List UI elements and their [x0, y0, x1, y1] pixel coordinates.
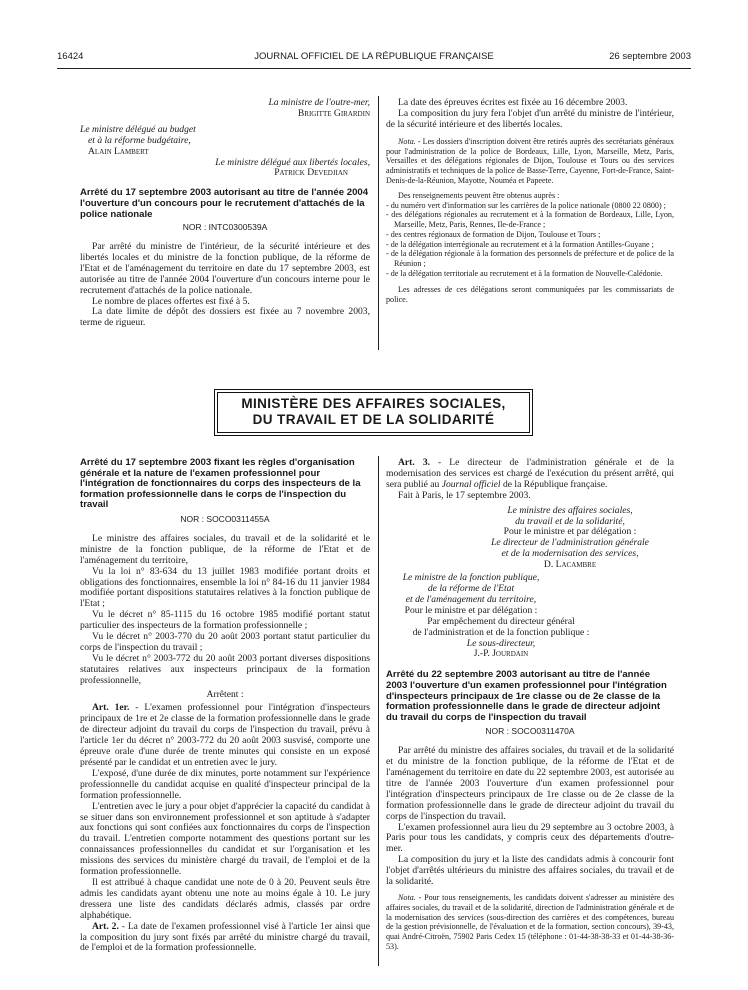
nota-paragraph — [386, 893, 674, 952]
paragraph: Par arrêté du ministre des affaires sociales, du travail et de la solidarité et du ministre de la fonction publique, de la réforme de l'Etat et de l'aménagement du territoire en date du 22 septembre 2003, est autorisée au titre de l'année 2003 l'ouverture d'un examen professionnel pour l'intégration d'inspecteurs principaux de 1re classe ou de 2e classe de la formation professionnelle dans le grade de directeur adjoint du travail du corps de l'inspection du travail. — [386, 745, 674, 822]
signature-budget-title-2: et à la réforme budgétaire, — [88, 134, 191, 146]
signature-line: Par empêchement du directeur général — [427, 615, 575, 627]
list-item: - des centres régionaux de formation de Dijon, Toulouse et Tours ; — [386, 229, 601, 239]
top-right-column — [386, 98, 674, 304]
addresses-paragraph: Les adresses de ces délégations seront communiquées par les commissariats de police. — [386, 284, 674, 304]
bottom-right-column — [386, 458, 674, 952]
signature-line: Le ministre des affaires sociales, — [507, 504, 633, 516]
article-2 — [80, 922, 370, 955]
renseignements-intro: Des renseignements peuvent être obtenus auprès : — [398, 190, 560, 200]
signature-block-1 — [386, 506, 674, 571]
renseignements-list — [386, 201, 674, 279]
arrete-title-inspection: Arrêté du 17 septembre 2003 fixant les règles d'organisation générale et la nature de l'examen professionnel pour l'intégration de fonctionnaires du corps des inspecteurs de la formation professionnelle dans le corps de l'inspection du travail — [80, 457, 361, 511]
paragraph: Vu le décret n° 2003-772 du 20 août 2003 portant diverses dispositions statutaires relatives aux inspecteurs principaux de la formation professionnelle, — [80, 652, 370, 686]
journal-title: JOURNAL OFFICIEL DE LA RÉPUBLIQUE FRANÇAISE — [254, 51, 494, 62]
paragraph: La composition du jury fera l'objet d'un arrêté du ministre de l'intérieur, de la sécurité intérieure et des libertés locales. — [386, 107, 674, 130]
paragraph: Vu le décret n° 2003-770 du 20 août 2003 portant statut particulier du corps de l'inspection du travail ; — [80, 631, 370, 653]
issue-date: 26 septembre 2003 — [609, 51, 691, 62]
list-item: - de la délégation régionale à la formation des personnels de préfecture et de police de la Réunion ; — [386, 249, 674, 269]
column-divider — [378, 456, 379, 966]
ministry-heading — [217, 392, 530, 433]
signature-line: et de l'aménagement du territoire, — [405, 593, 537, 605]
signature-budget-title-1: Le ministre délégué au budget — [80, 123, 196, 135]
list-item: - des délégations régionales au recrutement et à la formation de Bordeaux, Lille, Lyon, Marseille, Metz, Paris, Rennes, Ile-de-France ; — [386, 210, 674, 230]
nota-label: Nota. — [398, 136, 416, 146]
article-text: de la République française. — [500, 478, 608, 490]
paragraph: Il est attribué à chaque candidat une note de 0 à 20. Peuvent seuls être admis les candidats ayant obtenu une note au moins égale à 10. Le jury dressera une liste des candidats déclarés admis, classés par ordre alphabétique. — [80, 876, 370, 921]
nota-text: - Les dossiers d'inscription doivent être retirés auprès des secrétariats généraux pour l'administration de la police de Bordeaux, Lille, Lyon, Marseille, Metz, Paris, Versailles et des délégations régionales de Dijon, Toulouse et Tours ou des services administratifs et techniques de la police de Basse-Terre, Cayenne, Fort-de-France, Saint-Denis-de-la-Réunion, Mayotte, Nouméa et Papeete. — [386, 136, 674, 185]
article-label: Art. 3. — [398, 457, 431, 468]
paragraph: Vu la loi n° 83-634 du 13 juillet 1983 modifiée portant droits et obligations des fonctionnaires, ensemble la loi n° 84-16 du 11 janvier 1984 modifiée portant dispositions statutaires relatives à la fonction publique de l'Etat ; — [80, 565, 370, 610]
article-3 — [386, 458, 674, 491]
signature-line: Le sous-directeur, — [466, 637, 536, 649]
signature-line: Le ministre de la fonction publique, — [402, 572, 540, 584]
header-rule — [57, 68, 691, 69]
article-text: - Le directeur de l'administration générale et de la modernisation des services est chargé de l'exécution du présent arrêté, qui sera publié au — [386, 457, 675, 490]
nota-paragraph — [386, 137, 674, 186]
page-header — [57, 51, 691, 65]
signature-budget-name: Alain Lambert — [88, 145, 149, 157]
article-label: Art. 1er. — [92, 702, 130, 714]
signature-line: Pour le ministre et par délégation : — [404, 604, 538, 616]
signature-name: D. Lacambre — [543, 559, 597, 571]
nota-text: - Pour tous renseignements, les candidats doivent s'adresser au ministère des affaires sociales, du travail et de la solidarité, direction de l'administration générale et de la modernisation des services (sous-direction des carrières et des compétences, bureau de la gestion prévisionnelle, de l'évaluation et de la formation, section concours), 39-43, quai André-Citroën, 75902 Paris Cedex 15 (téléphone : 01-44-38-38-33 et 01-44-38-36-53). — [386, 892, 674, 951]
signature-block-2b — [386, 617, 616, 661]
bottom-left-column — [80, 458, 370, 954]
paragraph: L'exposé, d'une durée de dix minutes, porte notamment sur l'expérience professionnelle du candidat acquise en qualité d'inspecteur principal de la formation professionnelle. — [80, 767, 370, 801]
article-1 — [80, 703, 370, 768]
ministry-line-1: MINISTÈRE DES AFFAIRES SOCIALES, — [241, 396, 506, 411]
signature-line: et de la modernisation des services, — [501, 548, 639, 560]
article-text: - La date de l'examen professionnel visé à l'article 1er ainsi que la composition du jury sont fixés par arrêté du ministre chargé du travail, de l'emploi et de la formation professionnelle. — [80, 920, 370, 954]
list-item: - de la délégation territoriale au recrutement et à la formation de Nouvelle-Calédonie. — [386, 269, 663, 279]
article-text: - L'examen professionnel pour l'intégration d'inspecteurs principaux de 1re et 2e classe de la formation professionnelle dans le grade de directeur adjoint du travail du corps de l'inspection du travail, prévu à l'article 1er du décret n° 2003-772 du 20 août 2003 susvisé, comporte une épreuve orale d'une durée de trente minutes qui consiste en un exposé présenté par le candidat et un entretien avec le jury. — [80, 702, 370, 768]
signature-line: de la réforme de l'Etat — [427, 582, 515, 594]
nota-label: Nota. — [398, 892, 416, 902]
journal-officiel-text: Journal officiel — [441, 478, 501, 490]
signature-libertes-title: Le ministre délégué aux libertés locales, — [215, 156, 370, 168]
list-item: - du numéro vert d'information sur les carrières de la police nationale (0800 22 0800) ; — [386, 200, 666, 210]
paragraph: Le nombre de places offertes est fixé à 5. — [92, 295, 250, 307]
top-left-column — [80, 98, 370, 329]
signature-block-2 — [386, 573, 556, 617]
arrete-title-examen: Arrêté du 22 septembre 2003 autorisant au titre de l'année 2003 l'ouverture d'un examen professionnel pour l'intégration d'inspecteurs principaux de 1re classe ou de 2e classe de la formation professionnelle dans le grade de directeur adjoint du travail du corps de l'inspection du travail — [386, 669, 667, 723]
paragraph: Par arrêté du ministre de l'intérieur, de la sécurité intérieure et des libertés locales et du ministre de la fonction publique, de la réforme de l'Etat et de l'aménagement du territoire en date du 17 septembre 2003, est autorisée au titre de l'année 2004 l'ouverture d'un concours interne pour le recrutement d'attachés de la police nationale. — [80, 241, 370, 296]
signature-name: J.-P. Jourdain — [473, 648, 529, 660]
arrete-title-police: Arrêté du 17 septembre 2003 autorisant au titre de l'année 2004 l'ouverture d'un concours pour le recrutement d'attachés de la police nationale — [80, 187, 369, 220]
nor-reference: NOR : SOCO0311470A — [485, 726, 575, 737]
signature-line: du travail et de la solidarité, — [515, 515, 625, 527]
paragraph: L'entretien avec le jury a pour objet d'apprécier la capacité du candidat à se situer dans son environnement professionnel et son aptitude à s'adapter aux fonctions qui sont confiées aux fonctionnaires du corps de l'inspection du travail. L'entretien comporte notamment des questions portant sur les connaissances professionnelles du candidat et sur l'organisation et les missions des services du ministère chargé du travail, de l'emploi et de la formation professionnelle. — [80, 800, 370, 878]
fait-a-paris: Fait à Paris, le 17 septembre 2003. — [398, 489, 531, 501]
signature-outre-mer-name: Brigitte Girardin — [297, 107, 370, 119]
column-divider — [378, 96, 379, 350]
signature-outre-mer-title: La ministre de l'outre-mer, — [268, 97, 370, 108]
paragraph: Vu le décret n° 85-1115 du 16 octobre 1985 modifié portant statut particulier des inspecteurs de la formation professionnelle ; — [80, 609, 370, 632]
paragraph: La date limite de dépôt des dossiers est fixée au 7 novembre 2003, terme de rigueur. — [80, 306, 370, 329]
nor-reference: NOR : INTC0300539A — [182, 222, 268, 233]
paragraph: La date des épreuves écrites est fixée au 16 décembre 2003. — [398, 97, 628, 108]
paragraph: Le ministre des affaires sociales, du travail et de la solidarité et le ministre de la fonction publique, de la réforme de l'Etat et de l'aménagement du territoire, — [80, 532, 370, 566]
ministry-line-2: DU TRAVAIL ET DE LA SOLIDARITÉ — [252, 412, 495, 427]
arretent: Arrêtent : — [206, 688, 244, 700]
paragraph: L'examen professionnel aura lieu du 29 septembre au 3 octobre 2003, à Paris pour tous les candidats, y compris ceux des départements d'outre-mer. — [386, 821, 674, 855]
signature-line: Le directeur de l'administration générale — [491, 537, 649, 549]
article-label: Art. 2. — [92, 920, 119, 932]
signature-line: Pour le ministre et par délégation : — [503, 526, 637, 538]
list-item: - de la délégation interrégionale au recrutement et à la formation Antilles-Guyane ; — [386, 239, 654, 249]
paragraph: La composition du jury et la liste des candidats admis à concourir font l'objet d'arrêtés ultérieurs du ministre des affaires sociales, du travail et de la solidarité. — [386, 854, 674, 888]
signature-line: de l'administration et de la fonction publique : — [412, 626, 590, 638]
nor-reference: NOR : SOCO0311455A — [180, 513, 270, 524]
page-number: 16424 — [57, 51, 84, 62]
signature-libertes-name: Patrick Devedjian — [274, 167, 348, 179]
